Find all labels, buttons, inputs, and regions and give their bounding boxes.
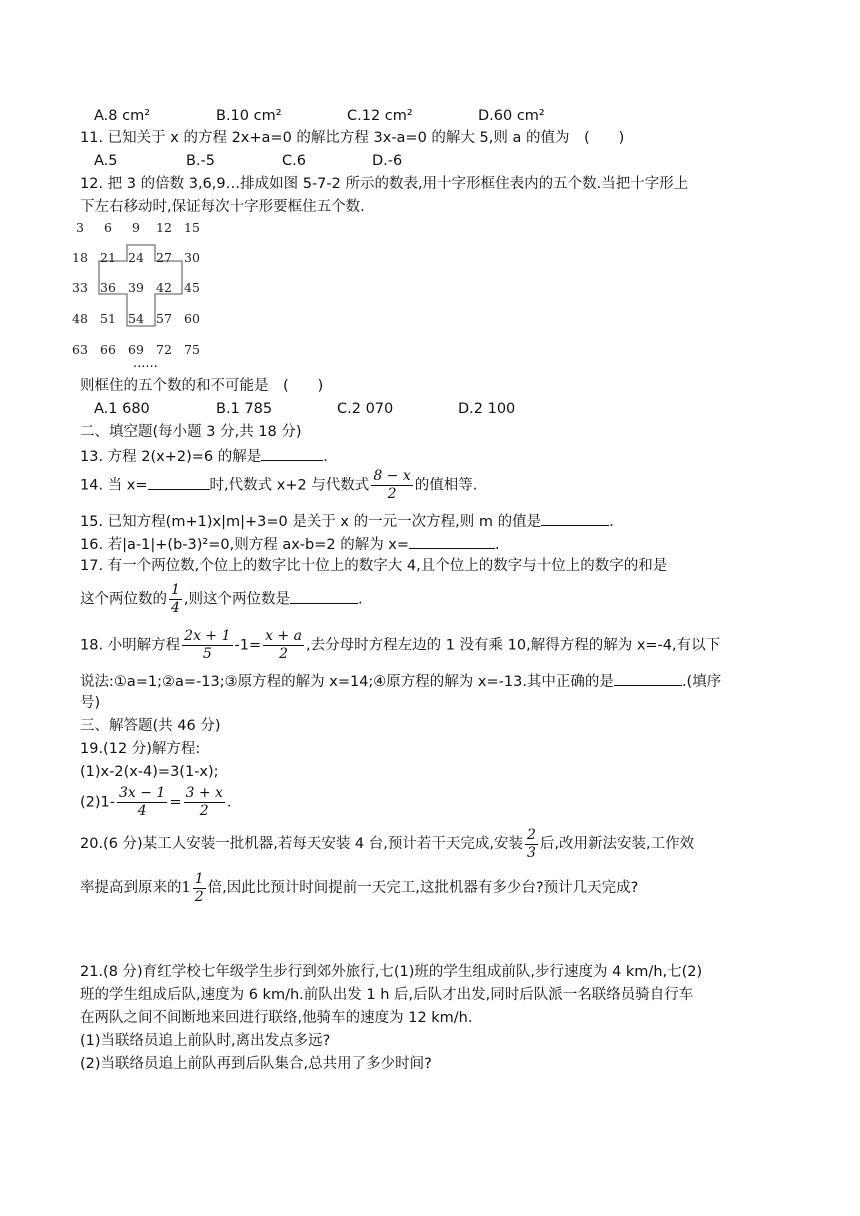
table-cell: 48	[72, 311, 88, 326]
q19-fraction-2	[184, 785, 225, 820]
q10-option-a: A.8 cm²	[94, 108, 151, 124]
q17-text-start: 这个两位数的	[80, 591, 167, 608]
table-cell: 6	[104, 220, 112, 235]
q18-text-eq: -1=	[234, 637, 262, 654]
table-cell: 42	[156, 280, 172, 295]
q17-end: .	[358, 591, 363, 608]
q14-text-mid: 时,代数式 x+2 与代数式	[209, 477, 370, 494]
q16	[80, 533, 500, 555]
q13-answer-blank[interactable]	[261, 445, 323, 461]
q11-option-a: A.5	[94, 153, 118, 169]
q20-line2	[80, 870, 638, 906]
table-cell: 12	[156, 220, 172, 235]
table-cell: 51	[100, 311, 116, 326]
q19-part2-start: (2)1-	[80, 794, 115, 811]
q12-line2: 下左右移动时,保证每次十字形要框住五个数.	[80, 199, 365, 215]
q18-fraction-2-numerator: x + a	[265, 628, 302, 644]
table-cell: 72	[156, 342, 172, 357]
q14-answer-blank[interactable]	[148, 474, 210, 490]
q21-line1: 21.(8 分)育红学校七年级学生步行到郊外旅行,七(1)班的学生组成前队,步行速度为 4 km/h,七(2)	[80, 964, 703, 980]
q20-text-end: 后,改用新法安装,工作效	[539, 836, 695, 852]
q18-line3: 号)	[80, 695, 101, 711]
q12-option-a: A.1 680	[94, 401, 150, 417]
table-cell: 63	[72, 342, 88, 357]
q17-line1: 17. 有一个两位数,个位上的数字比十位上的数字大 4,且个位上的数字与十位上的数字的和是	[80, 558, 668, 574]
table-cell: 69	[128, 342, 144, 357]
q21-line3: 在两队之间不间断地来回进行联络,他骑车的速度为 12 km/h.	[80, 1010, 473, 1026]
q19-fraction-2-numerator: 3 + x	[185, 785, 223, 801]
q10-option-c: C.12 cm²	[347, 108, 413, 124]
q16-answer-blank[interactable]	[409, 533, 495, 549]
q20-text-start: 20.(6 分)某工人安装一批机器,若每天安装 4 台,预计若干天完成,安装	[80, 836, 523, 852]
table-cell: 45	[184, 280, 200, 295]
section2-heading: 二、填空题(每小题 3 分,共 18 分)	[80, 424, 302, 440]
table-cell: 75	[184, 342, 200, 357]
q19-part2	[80, 785, 232, 820]
table-cell: 33	[72, 280, 88, 295]
q18-text-start: 18. 小明解方程	[80, 637, 181, 654]
q17-fraction-denominator: 4	[171, 600, 180, 616]
q12-option-d: D.2 100	[458, 401, 516, 417]
q14	[80, 468, 477, 503]
q20-fraction-numerator: 2	[526, 826, 536, 843]
table-cell: 21	[100, 250, 116, 265]
q13-end: .	[323, 449, 328, 465]
q11-option-d: D.-6	[372, 153, 403, 169]
q19-title: 19.(12 分)解方程:	[80, 741, 201, 757]
q20-line2-end: 倍,因此比预计时间提前一天完工,这批机器有多少台?预计几天完成?	[207, 880, 639, 896]
q14-fraction	[371, 468, 412, 503]
q16-text: 16. 若|a-1|+(b-3)²=0,则方程 ax-b=2 的解为 x=	[80, 537, 410, 553]
q17-line2	[80, 582, 363, 617]
q19-part1: (1)x-2(x-4)=3(1-x);	[80, 764, 219, 780]
q17-fraction	[169, 582, 182, 617]
table-cell: 54	[128, 311, 144, 326]
q17-text-mid: ,则这个两位数是	[183, 591, 291, 608]
q20-line2-start: 率提高到原来的	[80, 880, 182, 896]
table-cell: 3	[76, 220, 84, 235]
q19-fraction-2-denominator: 2	[199, 803, 209, 819]
table-cell: 36	[100, 280, 116, 295]
q18-answer-blank[interactable]	[614, 670, 682, 686]
number-table	[70, 216, 230, 371]
q20-fraction-denominator: 3	[526, 844, 536, 861]
q12-line1: 12. 把 3 的倍数 3,6,9…排成如图 5-7-2 所示的数表,用十字形框住表内的五个数.当把十字形上	[80, 176, 689, 192]
q18-fraction-2	[263, 628, 304, 663]
q20-mixed-numerator: 1	[194, 870, 204, 887]
q21-part2: (2)当联络员追上前队再到后队集合,总共用了多少时间?	[80, 1056, 432, 1072]
q18-text-options: 说法:①a=1;②a=-13;③原方程的解为 x=14;④原方程的解为 x=-13.其中正确的是	[80, 674, 614, 690]
section3-heading: 三、解答题(共 46 分)	[80, 718, 221, 734]
q20-line1	[80, 826, 694, 862]
table-cell: 66	[100, 342, 116, 357]
q14-text-end: 的值相等.	[414, 477, 478, 494]
q15	[80, 510, 614, 532]
q18-fraction-1	[182, 628, 232, 663]
q11-option-b: B.-5	[186, 153, 216, 169]
q19-end: .	[226, 794, 232, 811]
q12-option-b: B.1 785	[216, 401, 273, 417]
q12-option-c: C.2 070	[337, 401, 394, 417]
table-cell: 18	[72, 250, 88, 265]
q18-text-end: .(填序	[681, 674, 722, 690]
q13	[80, 445, 328, 467]
q11-text: 11. 已知关于 x 的方程 2x+a=0 的解比方程 3x-a=0 的解大 5,则 a 的值为 ( )	[80, 130, 625, 146]
q14-fraction-numerator: 8 − x	[373, 468, 411, 484]
q10-option-b: B.10 cm²	[216, 108, 282, 124]
q21-part1: (1)当联络员追上前队时,离出发点多远?	[80, 1033, 331, 1049]
table-cell: 15	[184, 220, 200, 235]
q20-fraction	[525, 827, 538, 862]
q15-end: .	[609, 514, 614, 530]
table-cell: 24	[128, 250, 144, 265]
q14-text-start: 14. 当 x=	[80, 477, 148, 494]
q15-answer-blank[interactable]	[541, 510, 609, 526]
q13-text: 13. 方程 2(x+2)=6 的解是	[80, 449, 262, 465]
q20-mixed-whole: 1	[181, 880, 191, 896]
table-cell: 60	[184, 311, 200, 326]
q18-line2	[80, 670, 721, 692]
q18-fraction-2-denominator: 2	[279, 646, 289, 662]
q18-line1	[80, 628, 720, 663]
q12-question: 则框住的五个数的和不可能是 ( )	[80, 378, 324, 394]
q18-fraction-1-denominator: 5	[202, 646, 212, 662]
q17-answer-blank[interactable]	[290, 588, 358, 604]
q17-fraction-numerator: 1	[171, 582, 180, 598]
table-cell: 27	[156, 250, 172, 265]
q19-fraction-1-denominator: 4	[137, 803, 147, 819]
q19-equals: =	[169, 794, 182, 811]
table-cell: 9	[132, 220, 140, 235]
q11-option-c: C.6	[282, 153, 306, 169]
table-cell: 57	[156, 311, 172, 326]
q19-fraction-1	[117, 785, 167, 820]
q19-fraction-1-numerator: 3x − 1	[119, 785, 166, 801]
q18-text-mid: ,去分母时方程左边的 1 没有乘 10,解得方程的解为 x=-4,有以下	[306, 637, 721, 654]
table-ellipsis: ......	[133, 356, 158, 371]
q20-mixed-fraction	[193, 871, 206, 906]
q14-fraction-denominator: 2	[387, 486, 397, 502]
q15-text: 15. 已知方程(m+1)x|m|+3=0 是关于 x 的一元一次方程,则 m 的值是	[80, 514, 542, 530]
table-cell: 39	[128, 280, 144, 295]
q10-option-d: D.60 cm²	[478, 108, 545, 124]
q16-end: .	[495, 537, 500, 553]
q20-mixed-denominator: 2	[194, 888, 204, 905]
table-cell: 30	[184, 250, 200, 265]
q18-fraction-1-numerator: 2x + 1	[184, 628, 231, 644]
q21-line2: 班的学生组成后队,速度为 6 km/h.前队出发 1 h 后,后队才出发,同时后队派一名联络员骑自行车	[80, 987, 694, 1003]
